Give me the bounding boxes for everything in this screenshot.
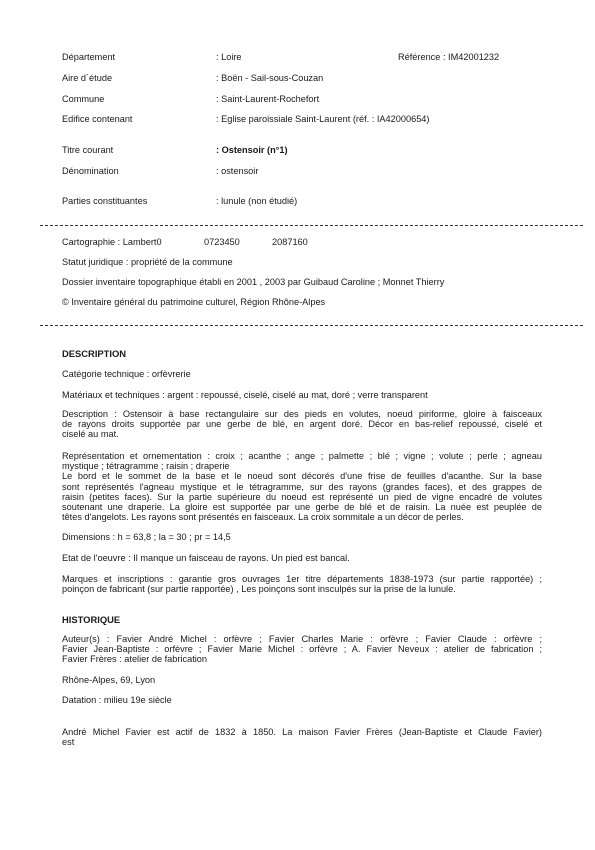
- edifice-label: Edifice contenant: [62, 114, 133, 124]
- representation-line: raisin (petites faces). Sur la partie supérieure du noeud est représenté un pied de vigne encadré de volutes: [62, 491, 542, 502]
- cartographie-y: 2087160: [272, 237, 308, 247]
- marques-line: Marques et inscriptions : garantie gros ouvrages 1er titre départements 1838-1973 (sur partie rapportée) ;: [62, 574, 542, 584]
- statut-juridique: Statut juridique : propriété de la commune: [62, 257, 233, 267]
- auteurs-paragraph: [62, 634, 542, 665]
- cartographie-x: 0723450: [204, 237, 240, 247]
- lieu: Rhône-Alpes, 69, Lyon: [62, 675, 156, 685]
- auteurs-line: Auteur(s) : Favier André Michel : orfèvre ; Favier Charles Marie : orfèvre ; Favier Claude : orfèvre ;: [62, 634, 542, 644]
- categorie-technique: Catégorie technique : orfèvrerie: [62, 369, 191, 379]
- copyright-line: © Inventaire général du patrimoine culturel, Région Rhône-Alpes: [62, 297, 326, 307]
- description-line: Description : Ostensoir à base rectangulaire sur des pieds en volutes, noeud piriforme, gloire à faisceaux: [62, 409, 542, 419]
- aire-value: : Boën - Sail-sous-Couzan: [216, 73, 324, 83]
- representation-line: soutenant une draperie. La gloire est supportée par une gerbe de blé et de raisin. La nuée est peuplée de: [62, 502, 542, 513]
- description-line: ciselé au mat.: [62, 429, 119, 440]
- note-paragraph: [62, 727, 542, 747]
- note-line: est: [62, 737, 75, 748]
- etat-oeuvre: Etat de l'oeuvre : Il manque un faisceau de rayons. Un pied est bancal.: [62, 553, 350, 563]
- departement-label: Département: [62, 52, 116, 62]
- titre-label: Titre courant: [62, 145, 114, 155]
- representation-line: têtes d'angelots. Les rayons sont présentés en faisceaux. La croix sommitale a un décor de perles.: [62, 512, 464, 523]
- description-heading: DESCRIPTION: [62, 348, 127, 359]
- commune-value: : Saint-Laurent-Rochefort: [216, 94, 320, 104]
- dossier-inventaire: Dossier inventaire topographique établi en 2001 , 2003 par Guibaud Caroline ; Monnet Thierry: [62, 277, 445, 287]
- reference: Référence : IM42001232: [398, 52, 500, 62]
- note-line: André Michel Favier est actif de 1832 à 1850. La maison Favier Frères (Jean-Baptiste et Claude Favier): [62, 727, 542, 737]
- representation-line: mystique ; tétragramme ; raisin ; draperie: [62, 461, 230, 472]
- representation-line: Le bord et le sommet de la base et le noeud sont décorés d'une frise de feuilles d'acanthe. Sur la base: [62, 471, 542, 482]
- marques-line: poinçon de fabricant (sur partie rapportée) , Les poinçons sont insculpés sur la prise de la lunule.: [62, 584, 456, 595]
- representation-line: sont représentés l'agneau mystique et le tétragramme, sur des rayons (grandes faces), et des grappes de: [62, 481, 542, 492]
- materiaux-techniques: Matériaux et techniques : argent : repoussé, ciselé, ciselé au mat, doré ; verre transparent: [62, 390, 428, 400]
- parties-value: : lunule (non étudié): [216, 196, 298, 206]
- edifice-value: : Eglise paroissiale Saint-Laurent (réf. : IA42000654): [216, 114, 430, 124]
- departement-value: : Loire: [216, 52, 242, 62]
- historique-heading: HISTORIQUE: [62, 614, 121, 625]
- representation-line: Représentation et ornementation : croix ; acanthe ; ange ; palmette ; blé ; vigne ; volute ; perle ; agneau: [62, 451, 542, 461]
- dimensions: Dimensions : h = 63,8 ; la = 30 ; pr = 14,5: [62, 532, 231, 542]
- divider-top: [40, 225, 583, 226]
- parties-label: Parties constituantes: [62, 196, 148, 206]
- description-line: de rayons droits supportée par une gerbe de blé, en argent doré. Décor en bas-relief repoussé, ciselé et: [62, 419, 542, 430]
- auteurs-line: Favier Jean-Baptiste : orfèvre ; Favier Marie Michel : orfèvre ; A. Favier Neveux : atelier de fabrication ;: [62, 644, 542, 655]
- divider-middle: [40, 325, 583, 326]
- marques-paragraph: [62, 574, 542, 594]
- cartographie-label: Cartographie : Lambert0: [62, 237, 162, 247]
- aire-label: Aire d´étude: [62, 73, 113, 83]
- commune-label: Commune: [62, 94, 105, 104]
- denomination-label: Dénomination: [62, 166, 119, 176]
- denomination-value: : ostensoir: [216, 166, 259, 176]
- titre-value: : Ostensoir (n°1): [216, 145, 288, 155]
- datation: Datation : milieu 19e siècle: [62, 695, 172, 705]
- description-paragraph: [62, 409, 542, 440]
- representation-paragraph: [62, 451, 542, 522]
- auteurs-line: Favier Frères : atelier de fabrication: [62, 654, 208, 665]
